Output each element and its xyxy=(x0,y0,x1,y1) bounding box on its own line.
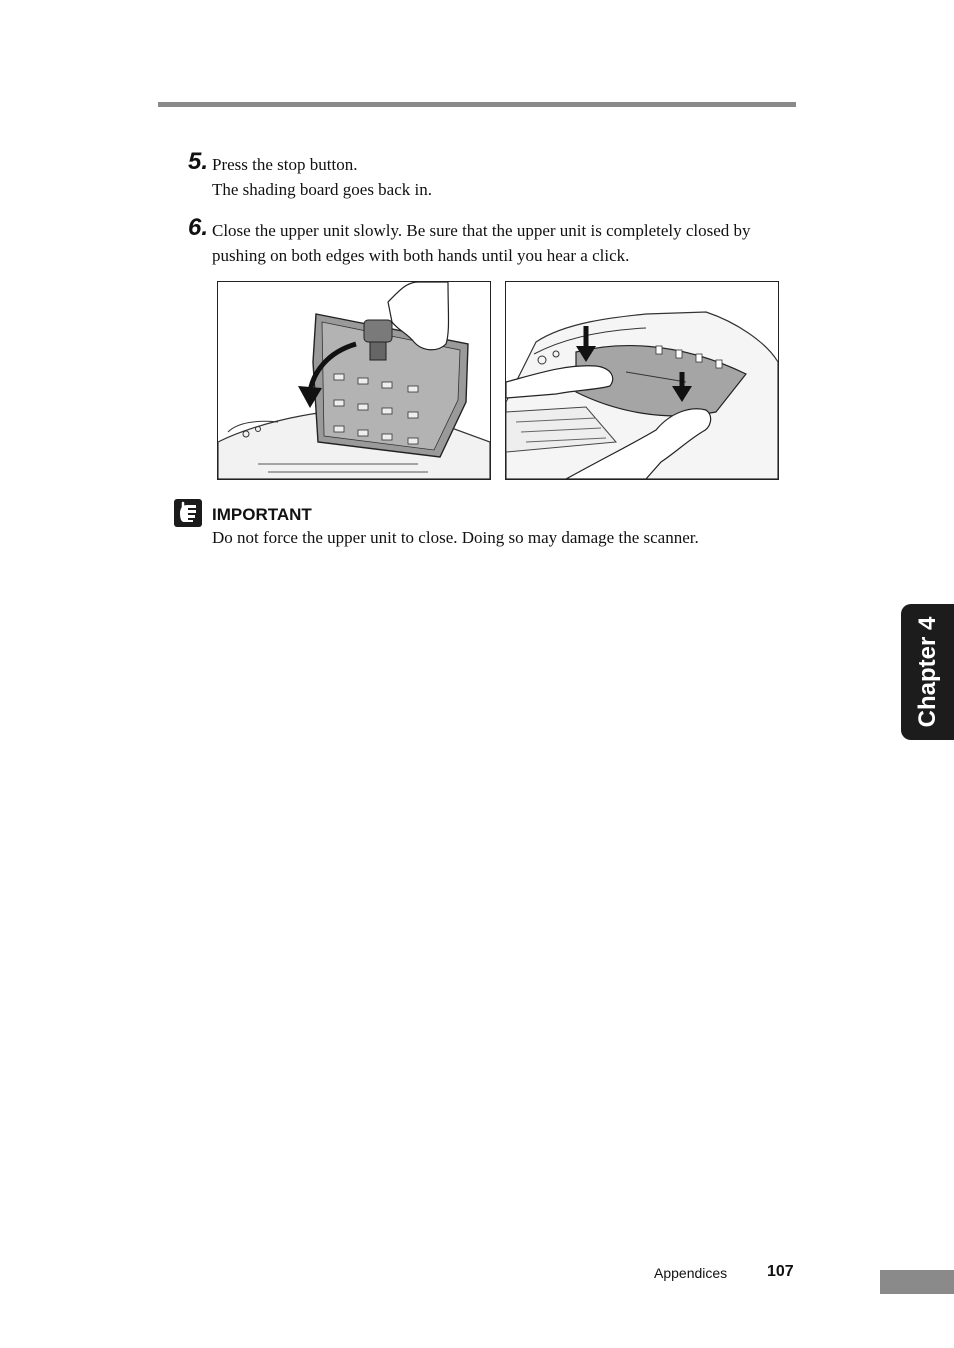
hands-pressing-upper-unit-illustration xyxy=(505,281,779,480)
step-5 xyxy=(188,148,798,202)
important-title: IMPORTANT xyxy=(212,505,312,524)
footer-bar xyxy=(880,1270,954,1294)
step-number: 6. xyxy=(188,214,209,241)
page-number: 107 xyxy=(767,1263,794,1280)
step-result: The shading board goes back in. xyxy=(212,180,432,199)
chapter-tab-label: Chapter 4 xyxy=(913,616,941,728)
step-instruction: Press the stop button. xyxy=(212,155,358,174)
step-6 xyxy=(188,214,798,268)
important-text: Do not force the upper unit to close. Doing so may damage the scanner. xyxy=(212,528,699,547)
step-instruction-cont: pushing on both edges with both hands until you hear a click. xyxy=(212,246,630,265)
top-rule xyxy=(158,102,796,107)
step-number: 5. xyxy=(188,148,209,175)
step-instruction: Close the upper unit slowly. Be sure that the upper unit is completely closed by xyxy=(212,221,751,240)
footer-section: Appendices xyxy=(654,1265,728,1281)
scanner-upper-unit-closing-illustration xyxy=(217,281,491,480)
important-hand-icon xyxy=(174,499,202,527)
chapter-tab xyxy=(901,604,954,740)
